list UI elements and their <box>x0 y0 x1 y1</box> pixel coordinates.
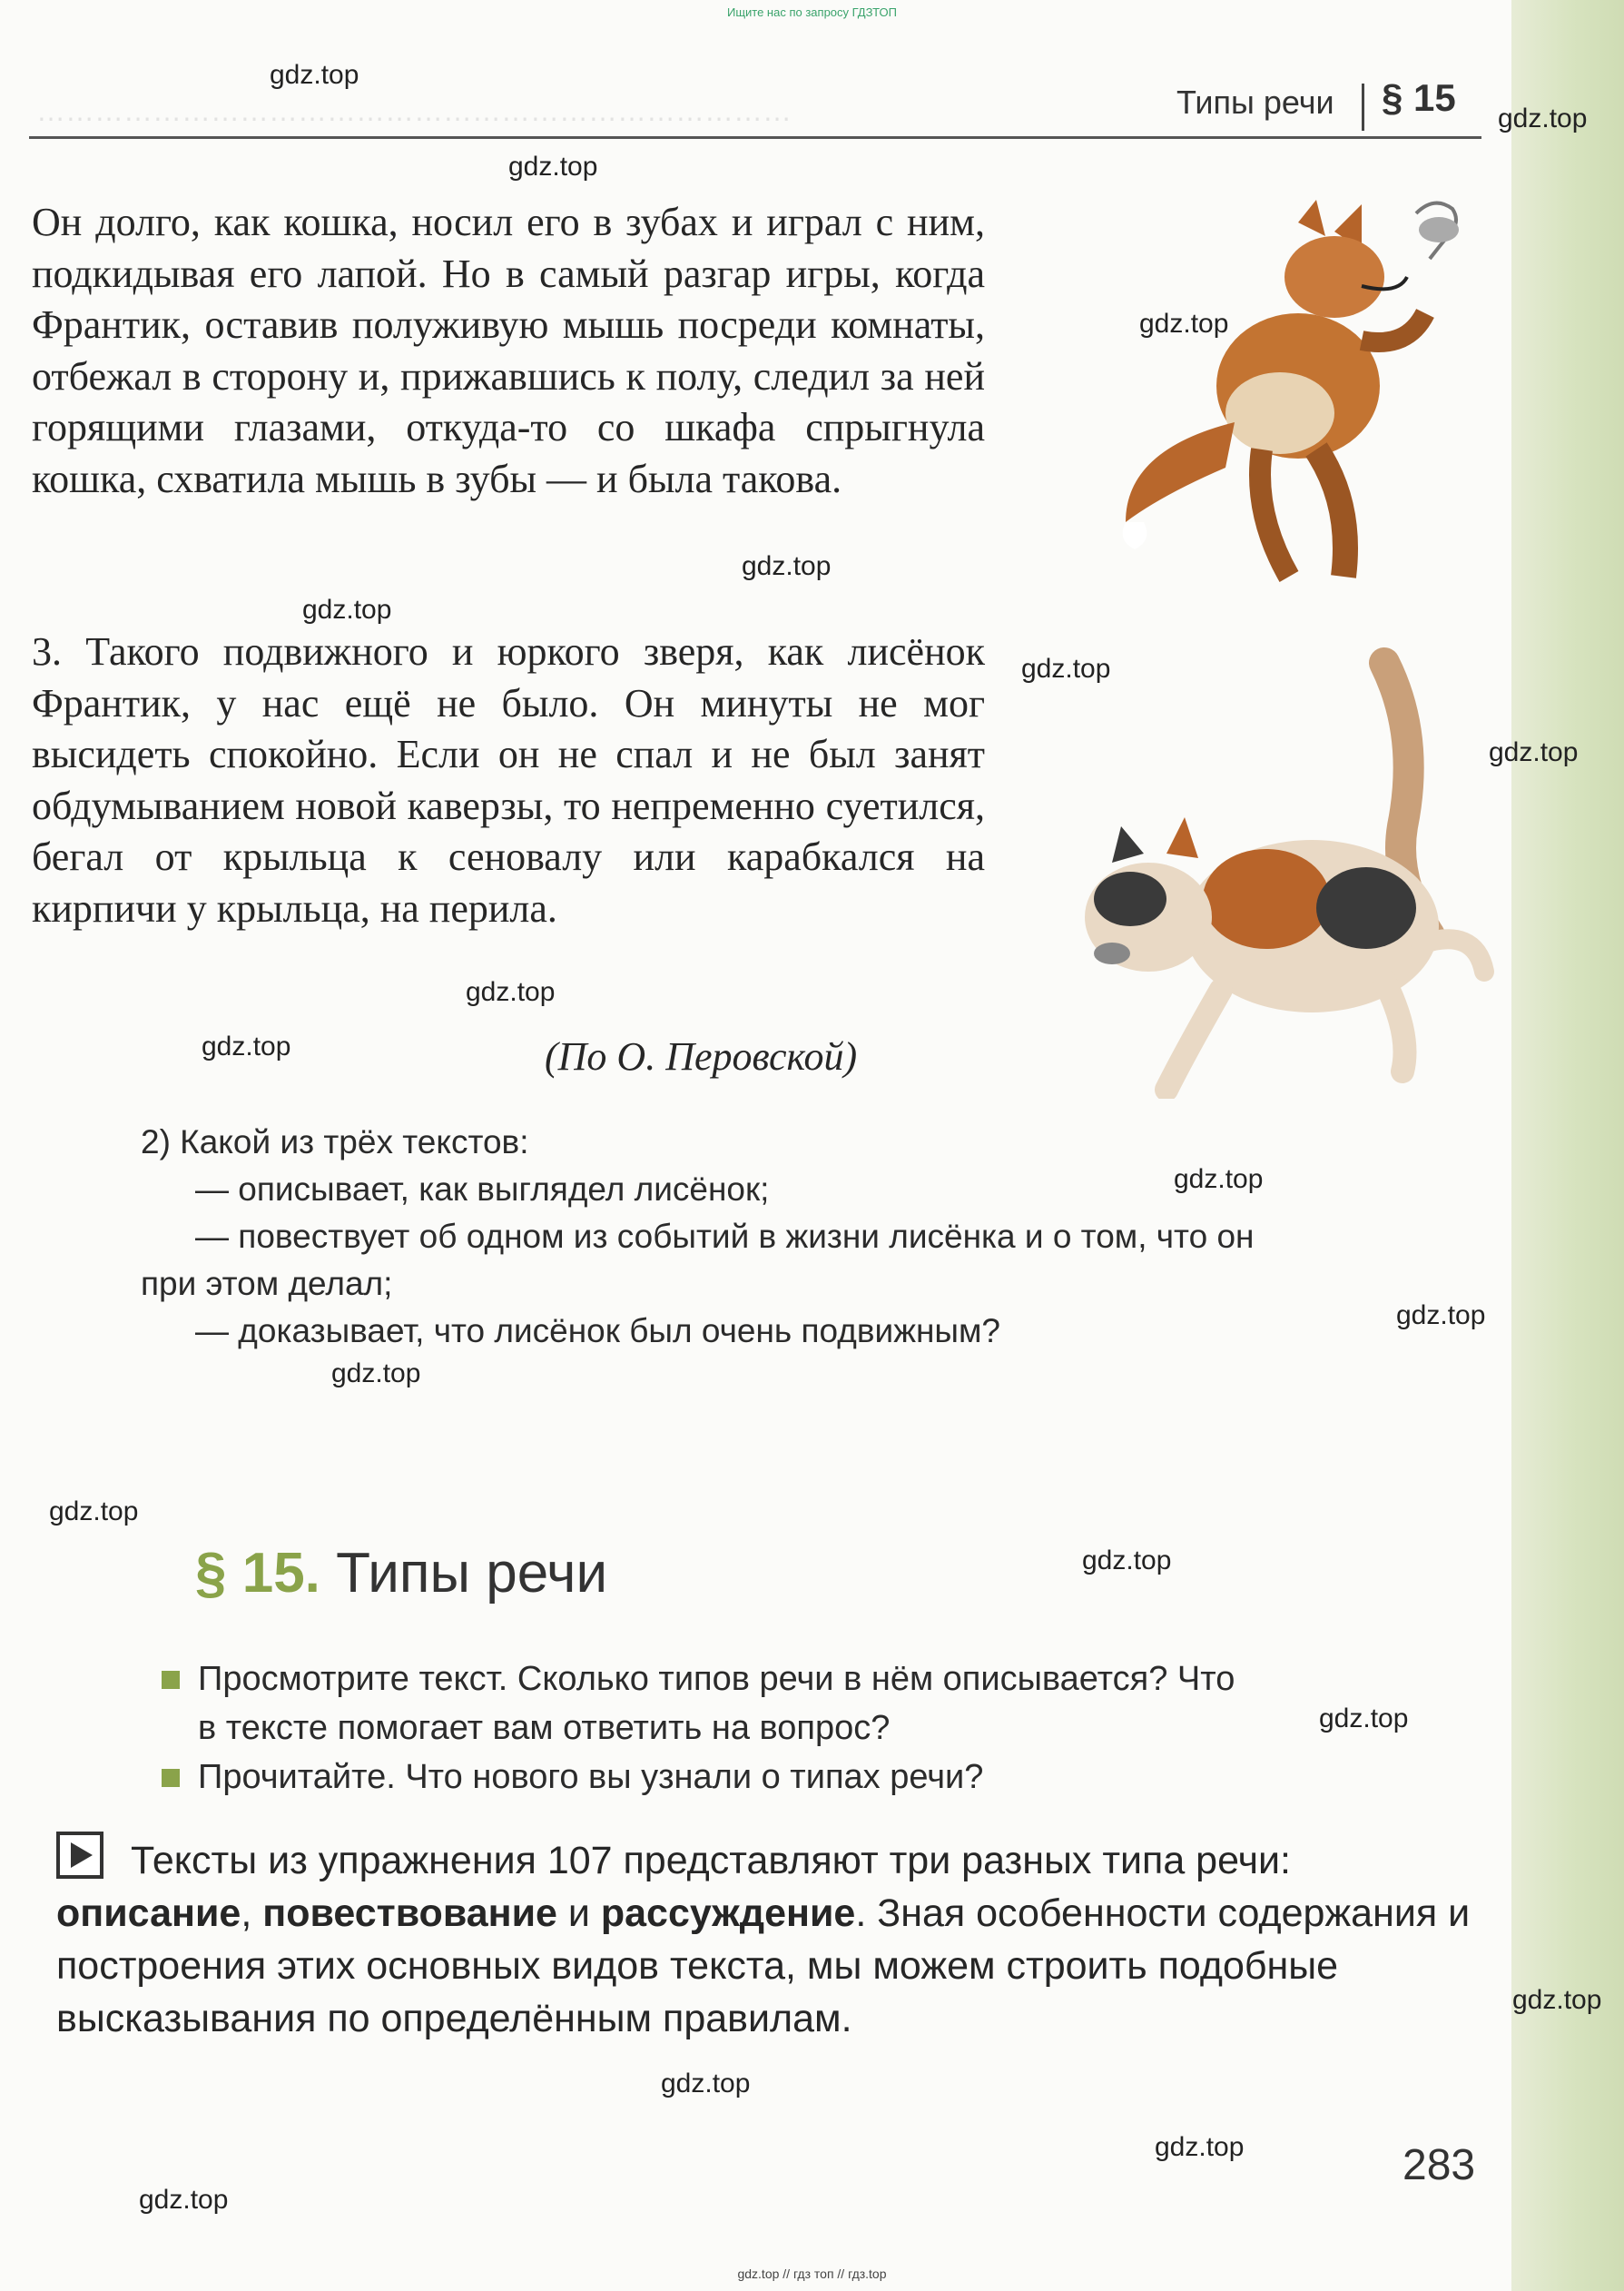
watermark-label: gdz.top <box>1319 1703 1409 1733</box>
watermark-bottom: gdz.top // гдз топ // гдз.top <box>737 2266 887 2281</box>
info-sep-2: и <box>556 1891 601 1935</box>
watermark-label: gdz.top <box>1174 1164 1264 1194</box>
question-item-3: — доказывает, что лисёнок был очень подвижным? <box>195 1312 1000 1349</box>
header-separator <box>1362 84 1364 131</box>
info-bold-povestvovanie: повествование <box>262 1891 557 1935</box>
bullet-item-1 <box>162 1654 1496 1753</box>
watermark-label: gdz.top <box>139 2185 229 2215</box>
watermark-label: gdz.top <box>1489 737 1579 767</box>
author-attribution: (По О. Перовской) <box>545 1034 858 1079</box>
question-block <box>141 1119 1493 1355</box>
watermark-label: gdz.top <box>742 551 832 581</box>
watermark-label: gdz.top <box>1021 654 1111 684</box>
watermark-label: gdz.top <box>202 1032 291 1062</box>
story-paragraph-2 <box>32 627 985 934</box>
watermark-label: gdz.top <box>661 2069 751 2098</box>
watermark-label: gdz.top <box>1498 104 1588 133</box>
question-item-2: — повествует об одном из событий в жизни лисёнка и о том, что он <box>195 1218 1255 1255</box>
watermark-label: gdz.top <box>302 595 392 625</box>
bullet-1-line-1: Просмотрите текст. Сколько типов речи в нём описывается? Что <box>198 1660 1235 1698</box>
question-intro: 2) Какой из трёх текстов: <box>141 1123 529 1160</box>
cat-running-illustration <box>1039 627 1502 1099</box>
story-paragraph-1 <box>32 197 985 505</box>
task-bullets <box>162 1654 1496 1802</box>
section-number: § 15. <box>195 1542 320 1605</box>
section-title: Типы речи <box>336 1542 608 1605</box>
section-heading <box>195 1541 607 1605</box>
fox-jumping-illustration <box>1089 186 1489 604</box>
bullet-2-line-1: Прочитайте. Что нового вы узнали о типах речи? <box>198 1758 984 1796</box>
info-part-1: Тексты из упражнения 107 представляют три разных типа речи: <box>131 1839 1291 1882</box>
watermark-label: gdz.top <box>466 977 556 1007</box>
info-paragraph <box>56 1834 1481 2045</box>
info-bold-rassuzhdenie: рассуждение <box>600 1891 856 1935</box>
page-number: 283 <box>1403 2141 1476 2189</box>
watermark-label: gdz.top <box>1139 309 1229 339</box>
watermark-label: gdz.top <box>1512 1985 1602 2015</box>
bullet-square-icon <box>162 1769 180 1787</box>
watermark-top: Ищите нас по запросу ГДЗТОП <box>726 5 897 19</box>
header-rule <box>29 136 1481 139</box>
bullet-square-icon <box>162 1671 180 1689</box>
question-item-2-cont-text: при этом делал; <box>141 1265 393 1302</box>
watermark-label: gdz.top <box>331 1358 421 1388</box>
watermark-label: gdz.top <box>1082 1545 1172 1575</box>
running-header-title: Типы речи <box>1176 84 1334 121</box>
info-bold-opisanie: описание <box>56 1891 241 1935</box>
question-item-1: — описывает, как выглядел лисёнок; <box>195 1170 770 1208</box>
watermark-label: gdz.top <box>1155 2132 1245 2162</box>
watermark-label: gdz.top <box>1396 1300 1486 1330</box>
question-item-2-cont <box>141 1260 1493 1308</box>
bleed-through-text: …………………………………………………………………… <box>36 94 792 127</box>
watermark-label: gdz.top <box>49 1496 139 1526</box>
bullet-item-2 <box>162 1753 1496 1802</box>
info-sep-1: , <box>241 1891 263 1935</box>
running-header-section: § 15 <box>1382 76 1456 119</box>
bullet-1-line-2: в тексте помогает вам ответить на вопрос? <box>198 1709 891 1747</box>
story-text-1: Он долго, как кошка, носил его в зубах и играл с ним, подкидывая его лапой. Но в самый разгар игры, когда Франтик, оставив полуживую мышь посреди комнаты, отбежал в сторону и, прижавшись к полу, следил за ней горящими глазами, откуда-то со шкафа спрыгнула кошка, схватила мышь в зубы — и была такова. <box>32 200 985 501</box>
info-part-2: . Зная особенности содержания и построения этих основных видов текста, мы можем строить подобные высказывания по определённым правилам. <box>56 1891 1471 2040</box>
watermark-label: gdz.top <box>508 152 598 182</box>
watermark-label: gdz.top <box>270 60 359 90</box>
page-edge-band <box>1511 0 1624 2291</box>
story-text-2: 3. Такого подвижного и юркого зверя, как лисёнок Франтик, у нас ещё не было. Он минуты не мог высидеть спокойно. Если он не спал и не был занят обдумыванием новой каверзы, то непременно суетился, бегал от крыльца к сеновалу или карабкался на кирпичи у крыльца, на перила. <box>32 629 985 931</box>
